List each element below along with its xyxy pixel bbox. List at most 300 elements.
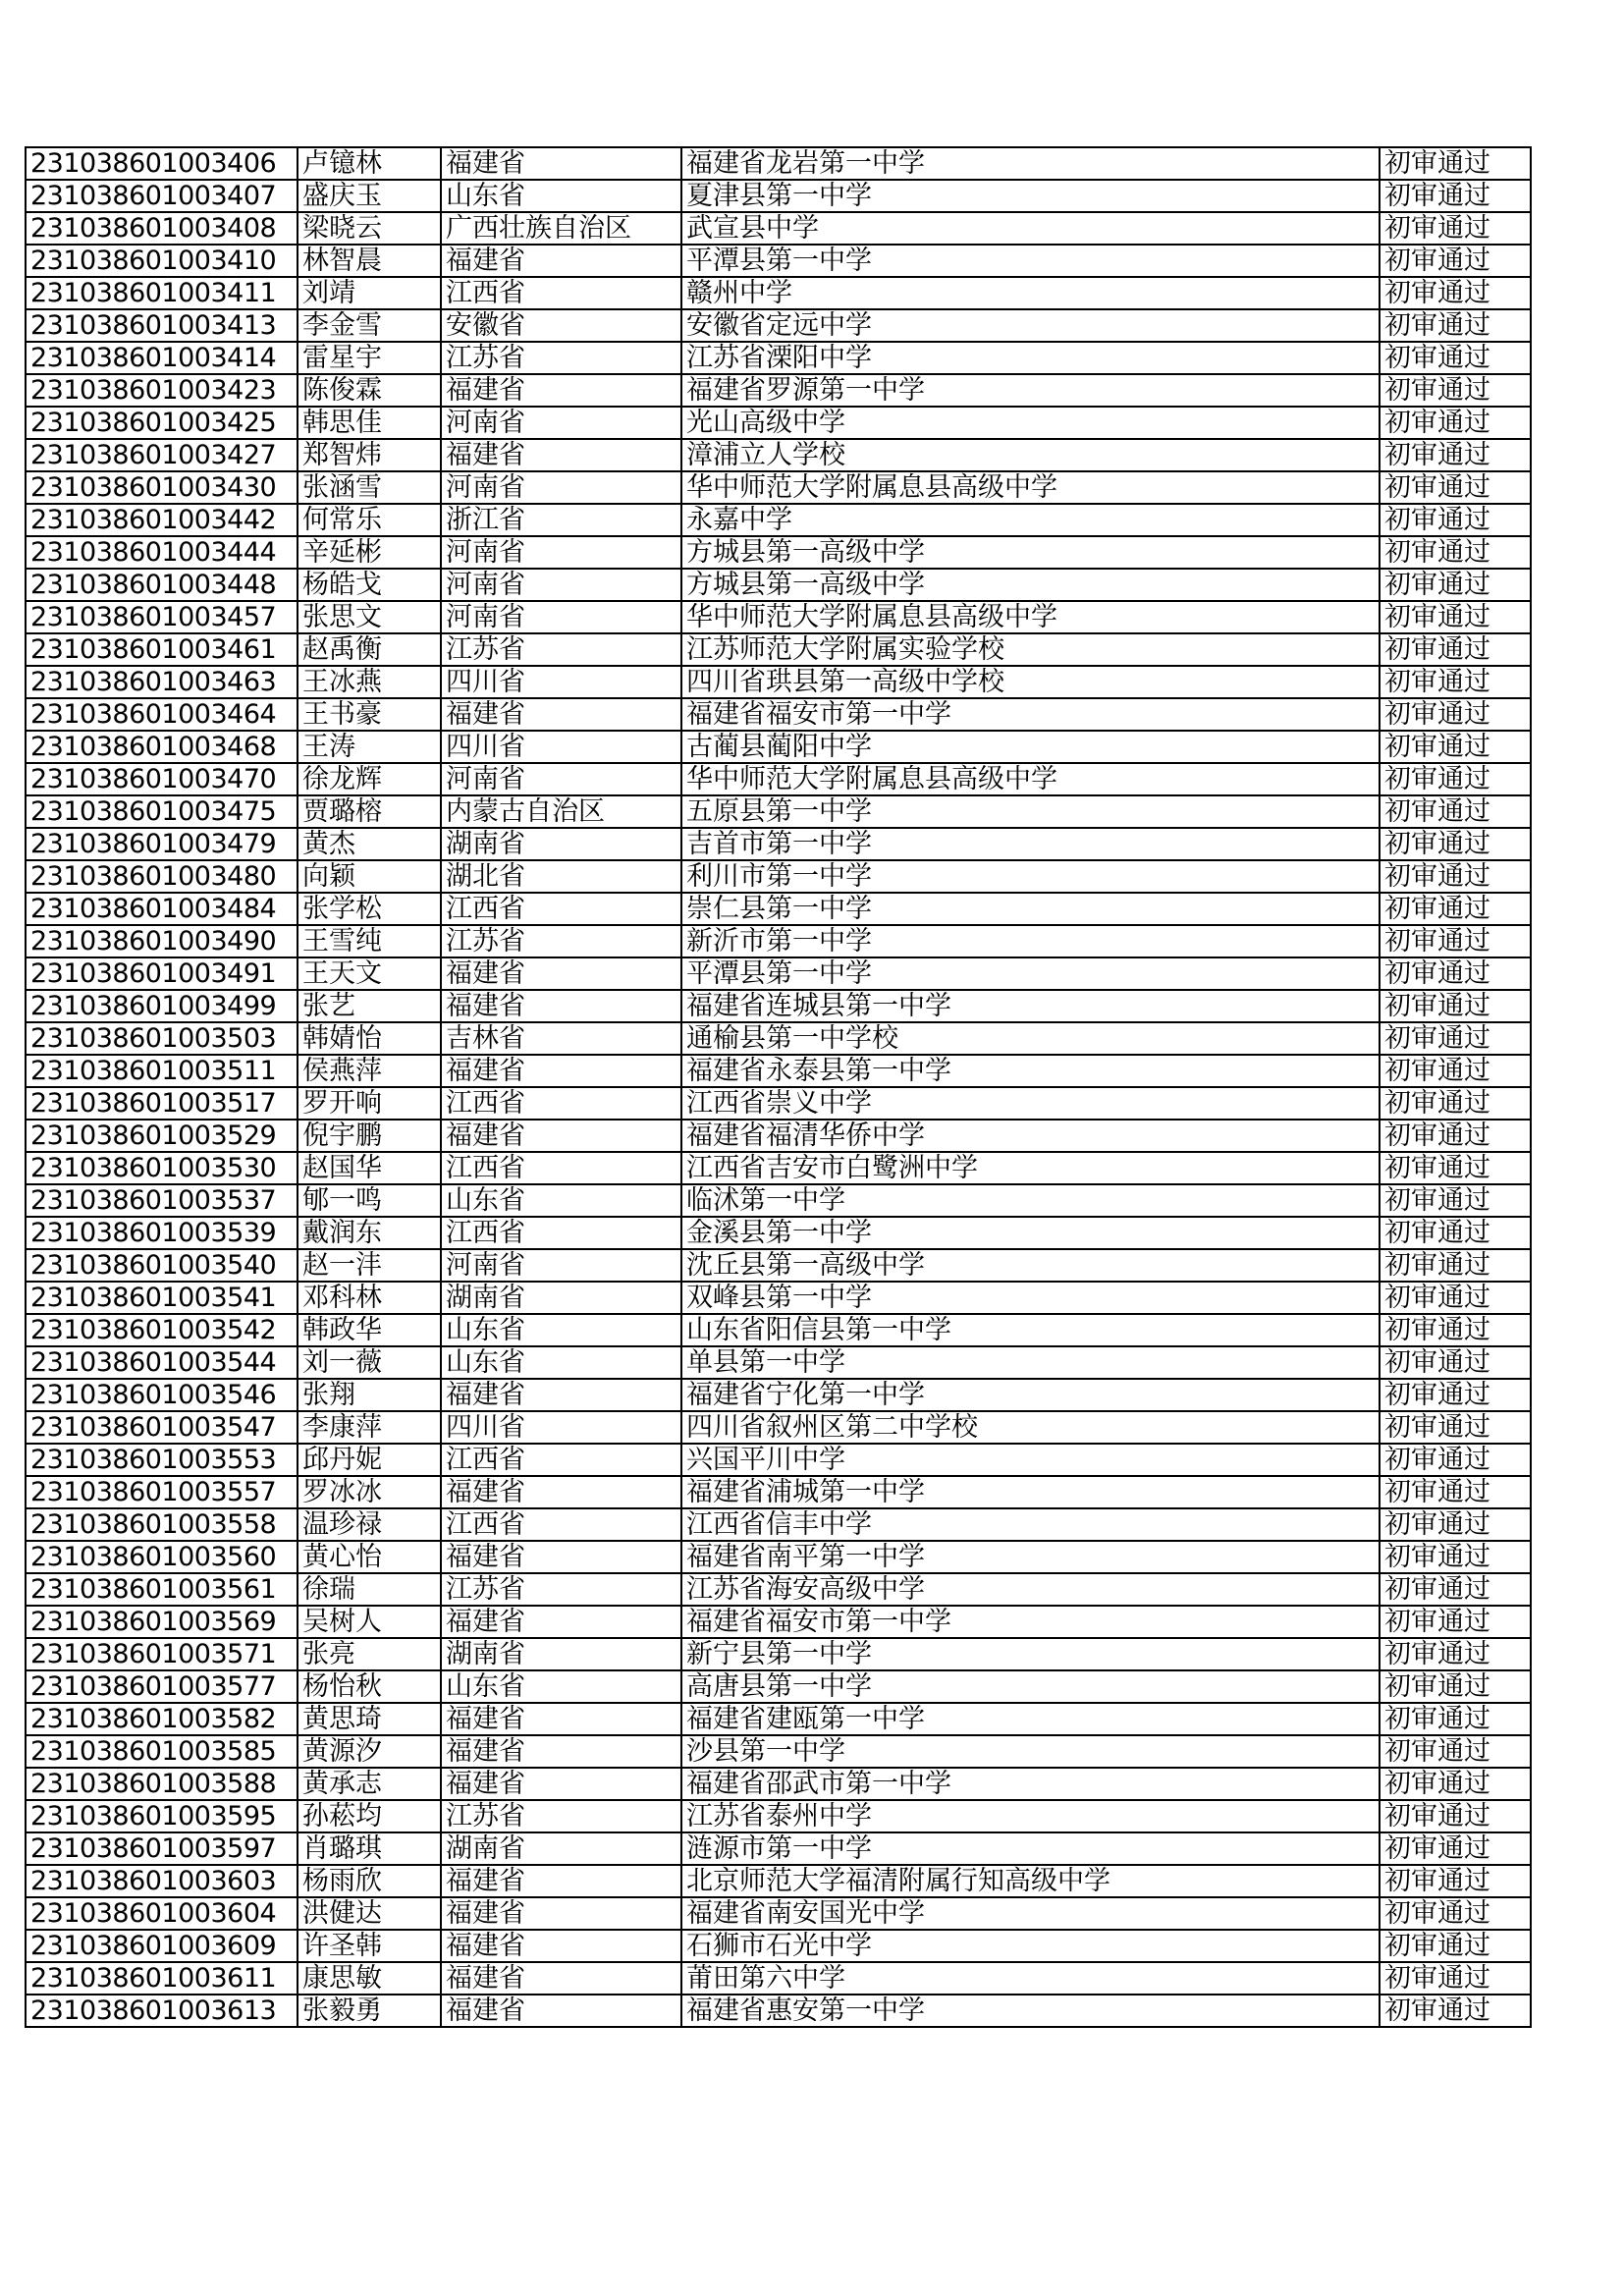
province-cell: 福建省: [441, 374, 681, 407]
candidate-id-cell: 231038601003540: [26, 1249, 298, 1282]
candidate-id-cell: 231038601003544: [26, 1346, 298, 1379]
candidate-id-cell: 231038601003597: [26, 1832, 298, 1865]
candidate-name-cell: 何常乐: [298, 504, 441, 536]
candidate-name-cell: 陈俊霖: [298, 374, 441, 407]
province-cell: 福建省: [441, 1541, 681, 1573]
candidate-id-cell: 231038601003410: [26, 245, 298, 277]
review-status-cell: 初审通过: [1380, 342, 1531, 374]
candidate-name-cell: 张思文: [298, 601, 441, 633]
table-row: [26, 374, 1531, 407]
review-status-cell: 初审通过: [1380, 1897, 1531, 1930]
review-status-cell: 初审通过: [1380, 1120, 1531, 1152]
table-row: [26, 698, 1531, 731]
province-cell: 湖南省: [441, 1832, 681, 1865]
school-cell: 赣州中学: [681, 277, 1380, 309]
candidate-id-cell: 231038601003463: [26, 666, 298, 698]
province-cell: 江苏省: [441, 1573, 681, 1606]
table-row: [26, 925, 1531, 957]
school-cell: 福建省浦城第一中学: [681, 1476, 1380, 1508]
candidate-id-cell: 231038601003414: [26, 342, 298, 374]
province-cell: 福建省: [441, 1995, 681, 2027]
table-row: [26, 180, 1531, 212]
review-status-cell: 初审通过: [1380, 860, 1531, 893]
province-cell: 江苏省: [441, 925, 681, 957]
candidate-id-cell: 231038601003479: [26, 828, 298, 860]
candidate-name-cell: 许圣韩: [298, 1930, 441, 1962]
table-row: [26, 407, 1531, 439]
table-row: [26, 633, 1531, 666]
review-status-cell: 初审通过: [1380, 1055, 1531, 1087]
table-row: [26, 1249, 1531, 1282]
province-cell: 江西省: [441, 1217, 681, 1249]
school-cell: 华中师范大学附属息县高级中学: [681, 601, 1380, 633]
candidate-name-cell: 黄思琦: [298, 1703, 441, 1735]
review-status-cell: 初审通过: [1380, 1930, 1531, 1962]
province-cell: 福建省: [441, 1768, 681, 1800]
candidate-name-cell: 梁晓云: [298, 212, 441, 245]
province-cell: 山东省: [441, 1184, 681, 1217]
candidate-id-cell: 231038601003408: [26, 212, 298, 245]
candidate-name-cell: 张学松: [298, 893, 441, 925]
table-row: [26, 1346, 1531, 1379]
school-cell: 临沭第一中学: [681, 1184, 1380, 1217]
province-cell: 湖南省: [441, 828, 681, 860]
candidate-id-cell: 231038601003511: [26, 1055, 298, 1087]
candidate-id-cell: 231038601003464: [26, 698, 298, 731]
review-status-cell: 初审通过: [1380, 957, 1531, 990]
province-cell: 江西省: [441, 277, 681, 309]
review-status-cell: 初审通过: [1380, 1152, 1531, 1184]
candidate-name-cell: 李康萍: [298, 1411, 441, 1444]
province-cell: 河南省: [441, 1249, 681, 1282]
table-row: [26, 1120, 1531, 1152]
review-status-cell: 初审通过: [1380, 1411, 1531, 1444]
candidate-id-cell: 231038601003430: [26, 471, 298, 504]
table-row: [26, 1055, 1531, 1087]
candidate-id-cell: 231038601003425: [26, 407, 298, 439]
school-cell: 永嘉中学: [681, 504, 1380, 536]
candidate-name-cell: 赵禹衡: [298, 633, 441, 666]
candidate-name-cell: 赵国华: [298, 1152, 441, 1184]
table-row: [26, 1411, 1531, 1444]
province-cell: 江西省: [441, 1508, 681, 1541]
candidate-id-cell: 231038601003411: [26, 277, 298, 309]
table-row: [26, 1152, 1531, 1184]
school-cell: 江苏省泰州中学: [681, 1800, 1380, 1832]
candidate-name-cell: 肖璐琪: [298, 1832, 441, 1865]
school-cell: 沈丘县第一高级中学: [681, 1249, 1380, 1282]
candidate-name-cell: 辛延彬: [298, 536, 441, 569]
candidate-name-cell: 李金雪: [298, 309, 441, 342]
table-row: [26, 601, 1531, 633]
review-status-cell: 初审通过: [1380, 1670, 1531, 1703]
review-status-cell: 初审通过: [1380, 1282, 1531, 1314]
province-cell: 山东省: [441, 180, 681, 212]
school-cell: 安徽省定远中学: [681, 309, 1380, 342]
school-cell: 江西省吉安市白鹭洲中学: [681, 1152, 1380, 1184]
candidate-name-cell: 王天文: [298, 957, 441, 990]
table-row: [26, 893, 1531, 925]
school-cell: 通榆县第一中学校: [681, 1022, 1380, 1055]
candidate-id-cell: 231038601003541: [26, 1282, 298, 1314]
candidate-id-cell: 231038601003577: [26, 1670, 298, 1703]
candidate-name-cell: 郑智炜: [298, 439, 441, 471]
review-status-cell: 初审通过: [1380, 147, 1531, 180]
province-cell: 吉林省: [441, 1022, 681, 1055]
table-row: [26, 1379, 1531, 1411]
school-cell: 福建省福清华侨中学: [681, 1120, 1380, 1152]
school-cell: 光山高级中学: [681, 407, 1380, 439]
candidate-name-cell: 韩思佳: [298, 407, 441, 439]
school-cell: 涟源市第一中学: [681, 1832, 1380, 1865]
candidate-id-cell: 231038601003499: [26, 990, 298, 1022]
candidate-id-cell: 231038601003604: [26, 1897, 298, 1930]
review-status-cell: 初审通过: [1380, 212, 1531, 245]
review-status-cell: 初审通过: [1380, 1541, 1531, 1573]
candidate-id-cell: 231038601003571: [26, 1638, 298, 1670]
review-status-cell: 初审通过: [1380, 1768, 1531, 1800]
table-row: [26, 277, 1531, 309]
candidate-id-cell: 231038601003542: [26, 1314, 298, 1346]
province-cell: 四川省: [441, 1411, 681, 1444]
candidate-name-cell: 邱丹妮: [298, 1444, 441, 1476]
school-cell: 山东省阳信县第一中学: [681, 1314, 1380, 1346]
candidate-name-cell: 戴润东: [298, 1217, 441, 1249]
candidate-id-cell: 231038601003480: [26, 860, 298, 893]
school-cell: 福建省连城县第一中学: [681, 990, 1380, 1022]
province-cell: 河南省: [441, 471, 681, 504]
school-cell: 兴国平川中学: [681, 1444, 1380, 1476]
school-cell: 古蔺县蔺阳中学: [681, 731, 1380, 763]
candidate-id-cell: 231038601003539: [26, 1217, 298, 1249]
table-row: [26, 1087, 1531, 1120]
school-cell: 福建省永泰县第一中学: [681, 1055, 1380, 1087]
review-status-cell: 初审通过: [1380, 1638, 1531, 1670]
review-status-cell: 初审通过: [1380, 1314, 1531, 1346]
province-cell: 福建省: [441, 1930, 681, 1962]
review-status-cell: 初审通过: [1380, 374, 1531, 407]
candidate-id-cell: 231038601003490: [26, 925, 298, 957]
province-cell: 河南省: [441, 536, 681, 569]
review-status-cell: 初审通过: [1380, 1249, 1531, 1282]
review-status-cell: 初审通过: [1380, 1573, 1531, 1606]
table-row: [26, 1282, 1531, 1314]
candidate-name-cell: 贾璐榕: [298, 795, 441, 828]
review-status-cell: 初审通过: [1380, 1184, 1531, 1217]
candidate-name-cell: 刘一薇: [298, 1346, 441, 1379]
school-cell: 江苏省溧阳中学: [681, 342, 1380, 374]
school-cell: 新宁县第一中学: [681, 1638, 1380, 1670]
table-row: [26, 763, 1531, 795]
province-cell: 福建省: [441, 1606, 681, 1638]
province-cell: 福建省: [441, 1476, 681, 1508]
school-cell: 双峰县第一中学: [681, 1282, 1380, 1314]
candidate-id-cell: 231038601003611: [26, 1962, 298, 1995]
candidate-name-cell: 黄承志: [298, 1768, 441, 1800]
review-status-cell: 初审通过: [1380, 795, 1531, 828]
candidate-id-cell: 231038601003582: [26, 1703, 298, 1735]
candidate-id-cell: 231038601003613: [26, 1995, 298, 2027]
candidate-name-cell: 徐瑞: [298, 1573, 441, 1606]
table-row: [26, 439, 1531, 471]
school-cell: 福建省南平第一中学: [681, 1541, 1380, 1573]
candidate-id-cell: 231038601003491: [26, 957, 298, 990]
candidate-id-cell: 231038601003588: [26, 1768, 298, 1800]
review-status-cell: 初审通过: [1380, 1735, 1531, 1768]
province-cell: 河南省: [441, 763, 681, 795]
review-status-cell: 初审通过: [1380, 601, 1531, 633]
school-cell: 四川省珙县第一高级中学校: [681, 666, 1380, 698]
candidate-id-cell: 231038601003503: [26, 1022, 298, 1055]
candidate-name-cell: 吴树人: [298, 1606, 441, 1638]
review-status-cell: 初审通过: [1380, 1022, 1531, 1055]
candidate-id-cell: 231038601003558: [26, 1508, 298, 1541]
candidate-name-cell: 盛庆玉: [298, 180, 441, 212]
table-row: [26, 731, 1531, 763]
school-cell: 福建省南安国光中学: [681, 1897, 1380, 1930]
school-cell: 莆田第六中学: [681, 1962, 1380, 1995]
school-cell: 福建省邵武市第一中学: [681, 1768, 1380, 1800]
review-status-cell: 初审通过: [1380, 1476, 1531, 1508]
review-status-cell: 初审通过: [1380, 180, 1531, 212]
review-status-cell: 初审通过: [1380, 1346, 1531, 1379]
review-status-cell: 初审通过: [1380, 1865, 1531, 1897]
province-cell: 湖南省: [441, 1638, 681, 1670]
candidate-name-cell: 向颖: [298, 860, 441, 893]
review-status-cell: 初审通过: [1380, 925, 1531, 957]
review-status-cell: 初审通过: [1380, 1800, 1531, 1832]
candidate-name-cell: 倪宇鹏: [298, 1120, 441, 1152]
candidate-id-cell: 231038601003427: [26, 439, 298, 471]
candidate-name-cell: 张毅勇: [298, 1995, 441, 2027]
candidate-name-cell: 林智晨: [298, 245, 441, 277]
table-row: [26, 1670, 1531, 1703]
candidate-name-cell: 温珍禄: [298, 1508, 441, 1541]
candidate-id-cell: 231038601003413: [26, 309, 298, 342]
candidate-name-cell: 郇一鸣: [298, 1184, 441, 1217]
school-cell: 利川市第一中学: [681, 860, 1380, 893]
province-cell: 安徽省: [441, 309, 681, 342]
table-row: [26, 504, 1531, 536]
review-status-cell: 初审通过: [1380, 698, 1531, 731]
table-row: [26, 990, 1531, 1022]
candidate-name-cell: 张涵雪: [298, 471, 441, 504]
table-row: [26, 1184, 1531, 1217]
candidate-name-cell: 杨雨欣: [298, 1865, 441, 1897]
review-status-cell: 初审通过: [1380, 1087, 1531, 1120]
province-cell: 河南省: [441, 569, 681, 601]
table-row: [26, 828, 1531, 860]
province-cell: 江西省: [441, 893, 681, 925]
candidate-id-cell: 231038601003603: [26, 1865, 298, 1897]
province-cell: 福建省: [441, 957, 681, 990]
table-row: [26, 666, 1531, 698]
school-cell: 江苏省海安高级中学: [681, 1573, 1380, 1606]
candidate-name-cell: 黄心怡: [298, 1541, 441, 1573]
review-status-cell: 初审通过: [1380, 828, 1531, 860]
table-row: [26, 471, 1531, 504]
school-cell: 方城县第一高级中学: [681, 569, 1380, 601]
candidate-id-cell: 231038601003569: [26, 1606, 298, 1638]
school-cell: 平潭县第一中学: [681, 245, 1380, 277]
province-cell: 浙江省: [441, 504, 681, 536]
school-cell: 福建省宁化第一中学: [681, 1379, 1380, 1411]
province-cell: 江苏省: [441, 342, 681, 374]
table-row: [26, 1995, 1531, 2027]
province-cell: 福建省: [441, 1962, 681, 1995]
candidate-id-cell: 231038601003457: [26, 601, 298, 633]
review-status-cell: 初审通过: [1380, 309, 1531, 342]
candidate-name-cell: 王涛: [298, 731, 441, 763]
school-cell: 福建省建瓯第一中学: [681, 1703, 1380, 1735]
review-status-cell: 初审通过: [1380, 1995, 1531, 2027]
review-status-cell: 初审通过: [1380, 1217, 1531, 1249]
school-cell: 新沂市第一中学: [681, 925, 1380, 957]
candidate-name-cell: 韩婧怡: [298, 1022, 441, 1055]
review-status-cell: 初审通过: [1380, 731, 1531, 763]
review-status-cell: 初审通过: [1380, 536, 1531, 569]
candidate-id-cell: 231038601003470: [26, 763, 298, 795]
candidate-id-cell: 231038601003585: [26, 1735, 298, 1768]
province-cell: 江西省: [441, 1444, 681, 1476]
province-cell: 内蒙古自治区: [441, 795, 681, 828]
table-row: [26, 1638, 1531, 1670]
province-cell: 福建省: [441, 439, 681, 471]
table-row: [26, 1508, 1531, 1541]
table-row: [26, 569, 1531, 601]
school-cell: 华中师范大学附属息县高级中学: [681, 763, 1380, 795]
review-status-cell: 初审通过: [1380, 893, 1531, 925]
school-cell: 崇仁县第一中学: [681, 893, 1380, 925]
candidate-name-cell: 赵一沣: [298, 1249, 441, 1282]
candidate-name-cell: 王冰燕: [298, 666, 441, 698]
review-status-cell: 初审通过: [1380, 1832, 1531, 1865]
candidate-id-cell: 231038601003547: [26, 1411, 298, 1444]
school-cell: 福建省惠安第一中学: [681, 1995, 1380, 2027]
review-status-cell: 初审通过: [1380, 1379, 1531, 1411]
review-status-cell: 初审通过: [1380, 1508, 1531, 1541]
table-row: [26, 1865, 1531, 1897]
school-cell: 江西省信丰中学: [681, 1508, 1380, 1541]
table-row: [26, 1217, 1531, 1249]
candidate-id-cell: 231038601003546: [26, 1379, 298, 1411]
table-row: [26, 1541, 1531, 1573]
table-row: [26, 536, 1531, 569]
candidate-name-cell: 王书豪: [298, 698, 441, 731]
table-row: [26, 1800, 1531, 1832]
province-cell: 福建省: [441, 1897, 681, 1930]
candidate-name-cell: 杨皓戈: [298, 569, 441, 601]
province-cell: 江西省: [441, 1152, 681, 1184]
school-cell: 沙县第一中学: [681, 1735, 1380, 1768]
school-cell: 漳浦立人学校: [681, 439, 1380, 471]
candidate-id-cell: 231038601003406: [26, 147, 298, 180]
school-cell: 金溪县第一中学: [681, 1217, 1380, 1249]
candidate-name-cell: 雷星宇: [298, 342, 441, 374]
table-row: [26, 1476, 1531, 1508]
candidate-id-cell: 231038601003609: [26, 1930, 298, 1962]
school-cell: 福建省罗源第一中学: [681, 374, 1380, 407]
school-cell: 北京师范大学福清附属行知高级中学: [681, 1865, 1380, 1897]
candidate-name-cell: 杨怡秋: [298, 1670, 441, 1703]
province-cell: 山东省: [441, 1670, 681, 1703]
table-row: [26, 795, 1531, 828]
candidate-id-cell: 231038601003468: [26, 731, 298, 763]
province-cell: 河南省: [441, 407, 681, 439]
candidate-name-cell: 侯燕萍: [298, 1055, 441, 1087]
candidate-name-cell: 王雪纯: [298, 925, 441, 957]
province-cell: 山东省: [441, 1346, 681, 1379]
province-cell: 河南省: [441, 601, 681, 633]
candidate-id-cell: 231038601003442: [26, 504, 298, 536]
province-cell: 湖北省: [441, 860, 681, 893]
table-row: [26, 342, 1531, 374]
school-cell: 方城县第一高级中学: [681, 536, 1380, 569]
candidate-name-cell: 黄杰: [298, 828, 441, 860]
review-status-cell: 初审通过: [1380, 569, 1531, 601]
province-cell: 广西壮族自治区: [441, 212, 681, 245]
candidate-name-cell: 张亮: [298, 1638, 441, 1670]
table-row: [26, 957, 1531, 990]
candidate-id-cell: 231038601003595: [26, 1800, 298, 1832]
table-row: [26, 1930, 1531, 1962]
province-cell: 福建省: [441, 1379, 681, 1411]
review-status-cell: 初审通过: [1380, 1703, 1531, 1735]
candidate-id-cell: 231038601003561: [26, 1573, 298, 1606]
review-status-cell: 初审通过: [1380, 666, 1531, 698]
candidate-name-cell: 张翔: [298, 1379, 441, 1411]
table-row: [26, 1768, 1531, 1800]
school-cell: 石狮市石光中学: [681, 1930, 1380, 1962]
candidate-id-cell: 231038601003560: [26, 1541, 298, 1573]
school-cell: 江西省崇义中学: [681, 1087, 1380, 1120]
table-row: [26, 1606, 1531, 1638]
table-row: [26, 1735, 1531, 1768]
school-cell: 吉首市第一中学: [681, 828, 1380, 860]
roster-table-body: [26, 147, 1531, 2027]
candidate-id-cell: 231038601003475: [26, 795, 298, 828]
candidate-name-cell: 韩政华: [298, 1314, 441, 1346]
province-cell: 福建省: [441, 147, 681, 180]
candidate-id-cell: 231038601003484: [26, 893, 298, 925]
candidate-name-cell: 刘靖: [298, 277, 441, 309]
school-cell: 高唐县第一中学: [681, 1670, 1380, 1703]
school-cell: 华中师范大学附属息县高级中学: [681, 471, 1380, 504]
province-cell: 福建省: [441, 245, 681, 277]
school-cell: 福建省龙岩第一中学: [681, 147, 1380, 180]
candidate-id-cell: 231038601003448: [26, 569, 298, 601]
candidate-id-cell: 231038601003444: [26, 536, 298, 569]
candidate-name-cell: 徐龙辉: [298, 763, 441, 795]
review-status-cell: 初审通过: [1380, 407, 1531, 439]
candidate-id-cell: 231038601003517: [26, 1087, 298, 1120]
candidate-id-cell: 231038601003557: [26, 1476, 298, 1508]
table-row: [26, 1573, 1531, 1606]
review-status-cell: 初审通过: [1380, 1962, 1531, 1995]
review-status-cell: 初审通过: [1380, 471, 1531, 504]
province-cell: 福建省: [441, 1120, 681, 1152]
candidate-id-cell: 231038601003407: [26, 180, 298, 212]
school-cell: 福建省福安市第一中学: [681, 698, 1380, 731]
candidate-name-cell: 孙菘均: [298, 1800, 441, 1832]
candidate-id-cell: 231038601003529: [26, 1120, 298, 1152]
candidate-name-cell: 洪健达: [298, 1897, 441, 1930]
candidate-name-cell: 黄源汐: [298, 1735, 441, 1768]
table-row: [26, 860, 1531, 893]
province-cell: 福建省: [441, 1055, 681, 1087]
province-cell: 湖南省: [441, 1282, 681, 1314]
school-cell: 江苏师范大学附属实验学校: [681, 633, 1380, 666]
